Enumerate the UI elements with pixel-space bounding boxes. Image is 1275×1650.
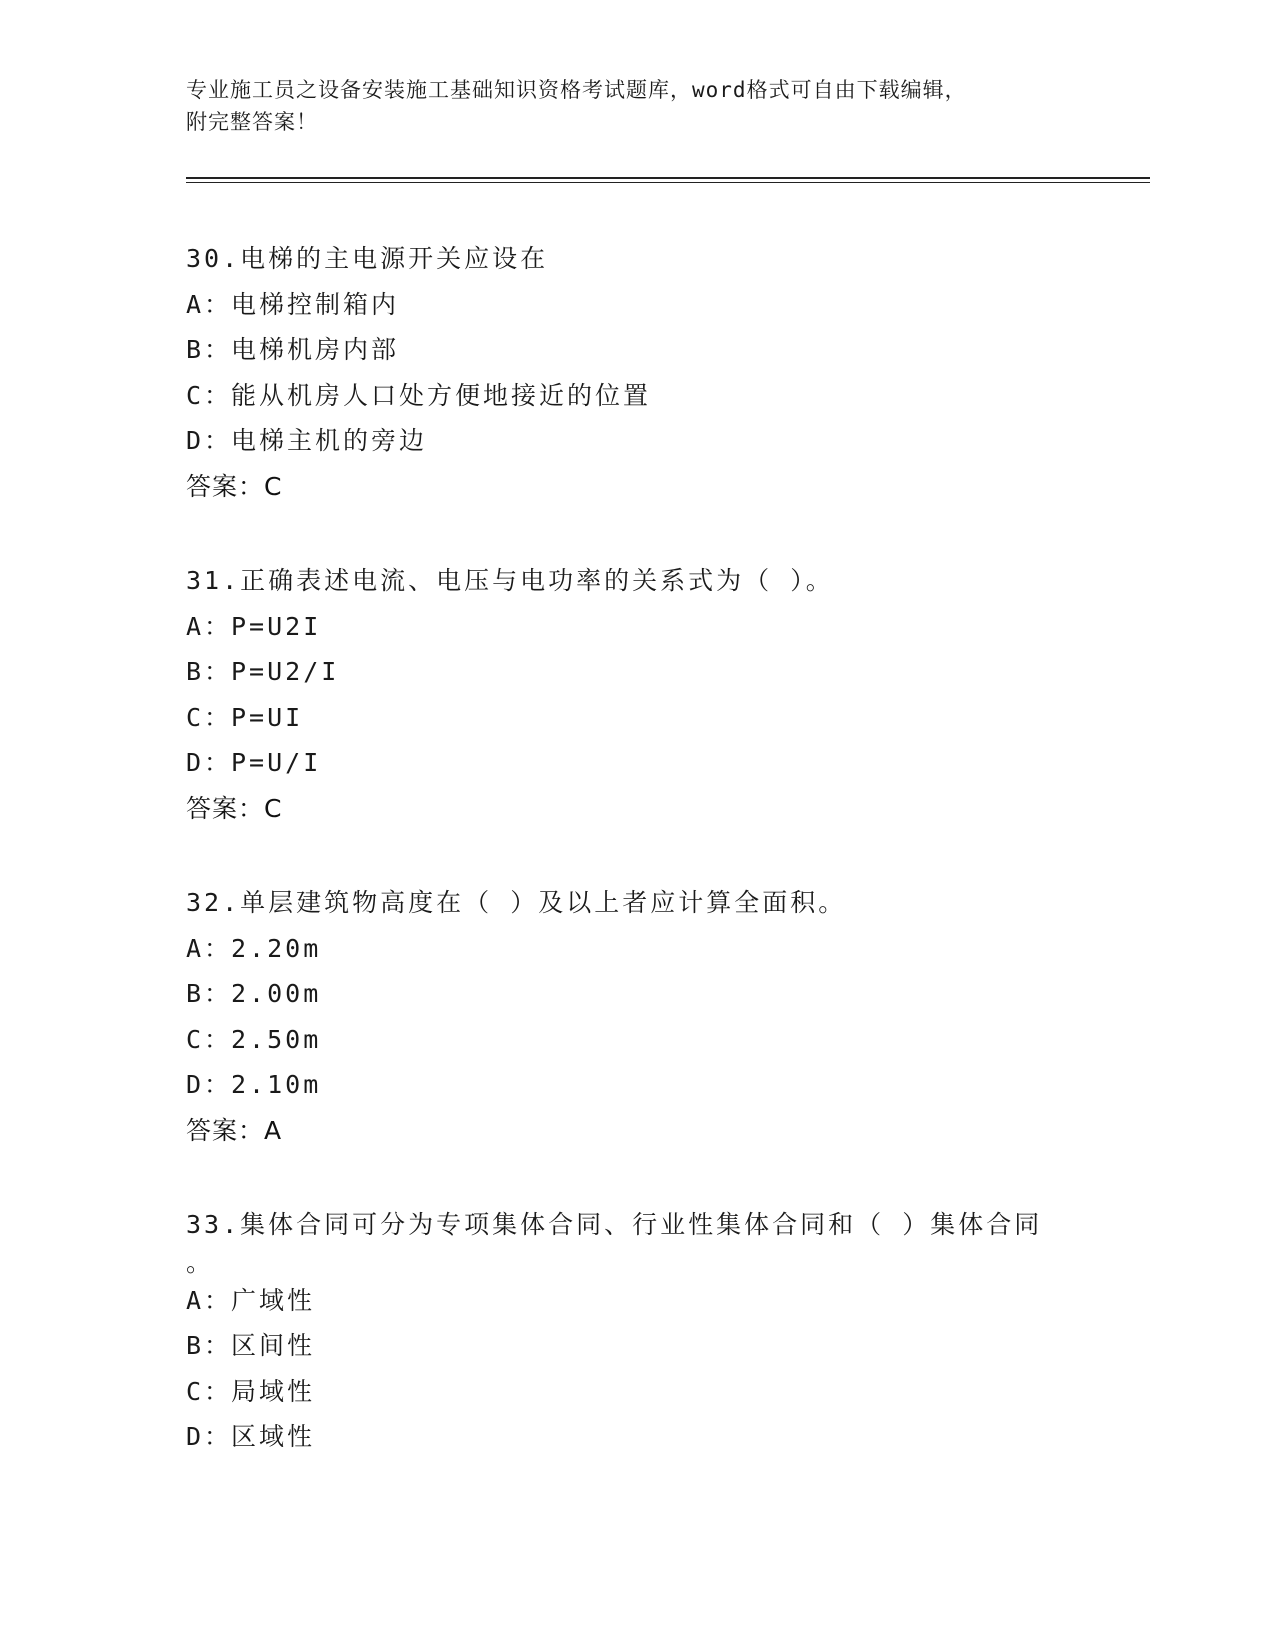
- document-header: [186, 74, 1086, 138]
- question-stem: 32.单层建筑物高度在（ ）及以上者应计算全面积。: [186, 888, 847, 917]
- header-divider-thick: [186, 177, 1150, 179]
- option-text: 能从机房人口处方便地接近的位置: [231, 380, 652, 410]
- option-text: 局域性: [231, 1376, 316, 1406]
- option-key: B：: [186, 657, 233, 686]
- option-key: C：: [186, 1376, 233, 1406]
- option-text: 电梯机房内部: [231, 335, 400, 364]
- option-key: A：: [186, 289, 233, 319]
- option-key: D：: [186, 1070, 233, 1099]
- option-c: [186, 373, 1086, 419]
- question-30: [186, 236, 1086, 509]
- option-key: B：: [186, 335, 233, 364]
- option-b: [186, 971, 1086, 1017]
- option-b: [186, 649, 1086, 695]
- option-text: 广域性: [231, 1285, 316, 1315]
- option-text: P=U2I: [231, 611, 322, 641]
- question-stem: 33.集体合同可分为专项集体合同、行业性集体合同和（ ）集体合同: [186, 1210, 1043, 1239]
- option-c: [186, 1369, 1086, 1415]
- option-text: 电梯主机的旁边: [231, 426, 428, 455]
- question-32: [186, 880, 1086, 1153]
- answer-line: 答案：C: [186, 471, 283, 501]
- header-line-1: 专业施工员之设备安装施工基础知识资格考试题库，word格式可自由下载编辑，: [186, 78, 967, 102]
- header-line-2: 附完整答案！: [186, 110, 318, 134]
- option-a: [186, 1278, 1086, 1324]
- question-stem-tail: 。: [186, 1247, 212, 1277]
- option-a: [186, 282, 1086, 328]
- option-key: B：: [186, 1331, 233, 1360]
- option-key: C：: [186, 702, 233, 732]
- option-key: D：: [186, 748, 233, 777]
- question-31: [186, 558, 1086, 831]
- header-divider-thin: [186, 182, 1150, 183]
- option-text: 2.50m: [231, 1024, 322, 1054]
- option-key: D：: [186, 1422, 233, 1451]
- option-key: B：: [186, 979, 233, 1008]
- option-c: [186, 1017, 1086, 1063]
- question-stem: 30.电梯的主电源开关应设在: [186, 244, 549, 273]
- option-text: P=U2/I: [231, 657, 340, 686]
- answer-line: 答案：C: [186, 793, 283, 823]
- option-text: 区域性: [231, 1422, 316, 1451]
- option-text: 电梯控制箱内: [231, 289, 400, 319]
- option-a: [186, 926, 1086, 972]
- option-key: A：: [186, 1285, 233, 1315]
- question-list: [186, 236, 1086, 1509]
- option-text: 2.10m: [231, 1070, 322, 1099]
- option-d: [186, 1414, 1086, 1460]
- question-stem: 31.正确表述电流、电压与电功率的关系式为（ ）。: [186, 566, 834, 595]
- option-text: P=U/I: [231, 748, 322, 777]
- option-c: [186, 695, 1086, 741]
- option-d: [186, 418, 1086, 464]
- option-a: [186, 604, 1086, 650]
- question-33: [186, 1202, 1086, 1460]
- option-key: C：: [186, 1024, 233, 1054]
- option-text: 2.00m: [231, 979, 322, 1008]
- option-text: 2.20m: [231, 933, 322, 963]
- option-key: C：: [186, 380, 233, 410]
- option-text: 区间性: [231, 1331, 316, 1360]
- option-d: [186, 740, 1086, 786]
- option-key: A：: [186, 611, 233, 641]
- option-text: P=UI: [231, 702, 304, 732]
- option-d: [186, 1062, 1086, 1108]
- option-key: D：: [186, 426, 233, 455]
- answer-line: 答案：A: [186, 1115, 283, 1145]
- option-key: A：: [186, 933, 233, 963]
- option-b: [186, 327, 1086, 373]
- option-b: [186, 1323, 1086, 1369]
